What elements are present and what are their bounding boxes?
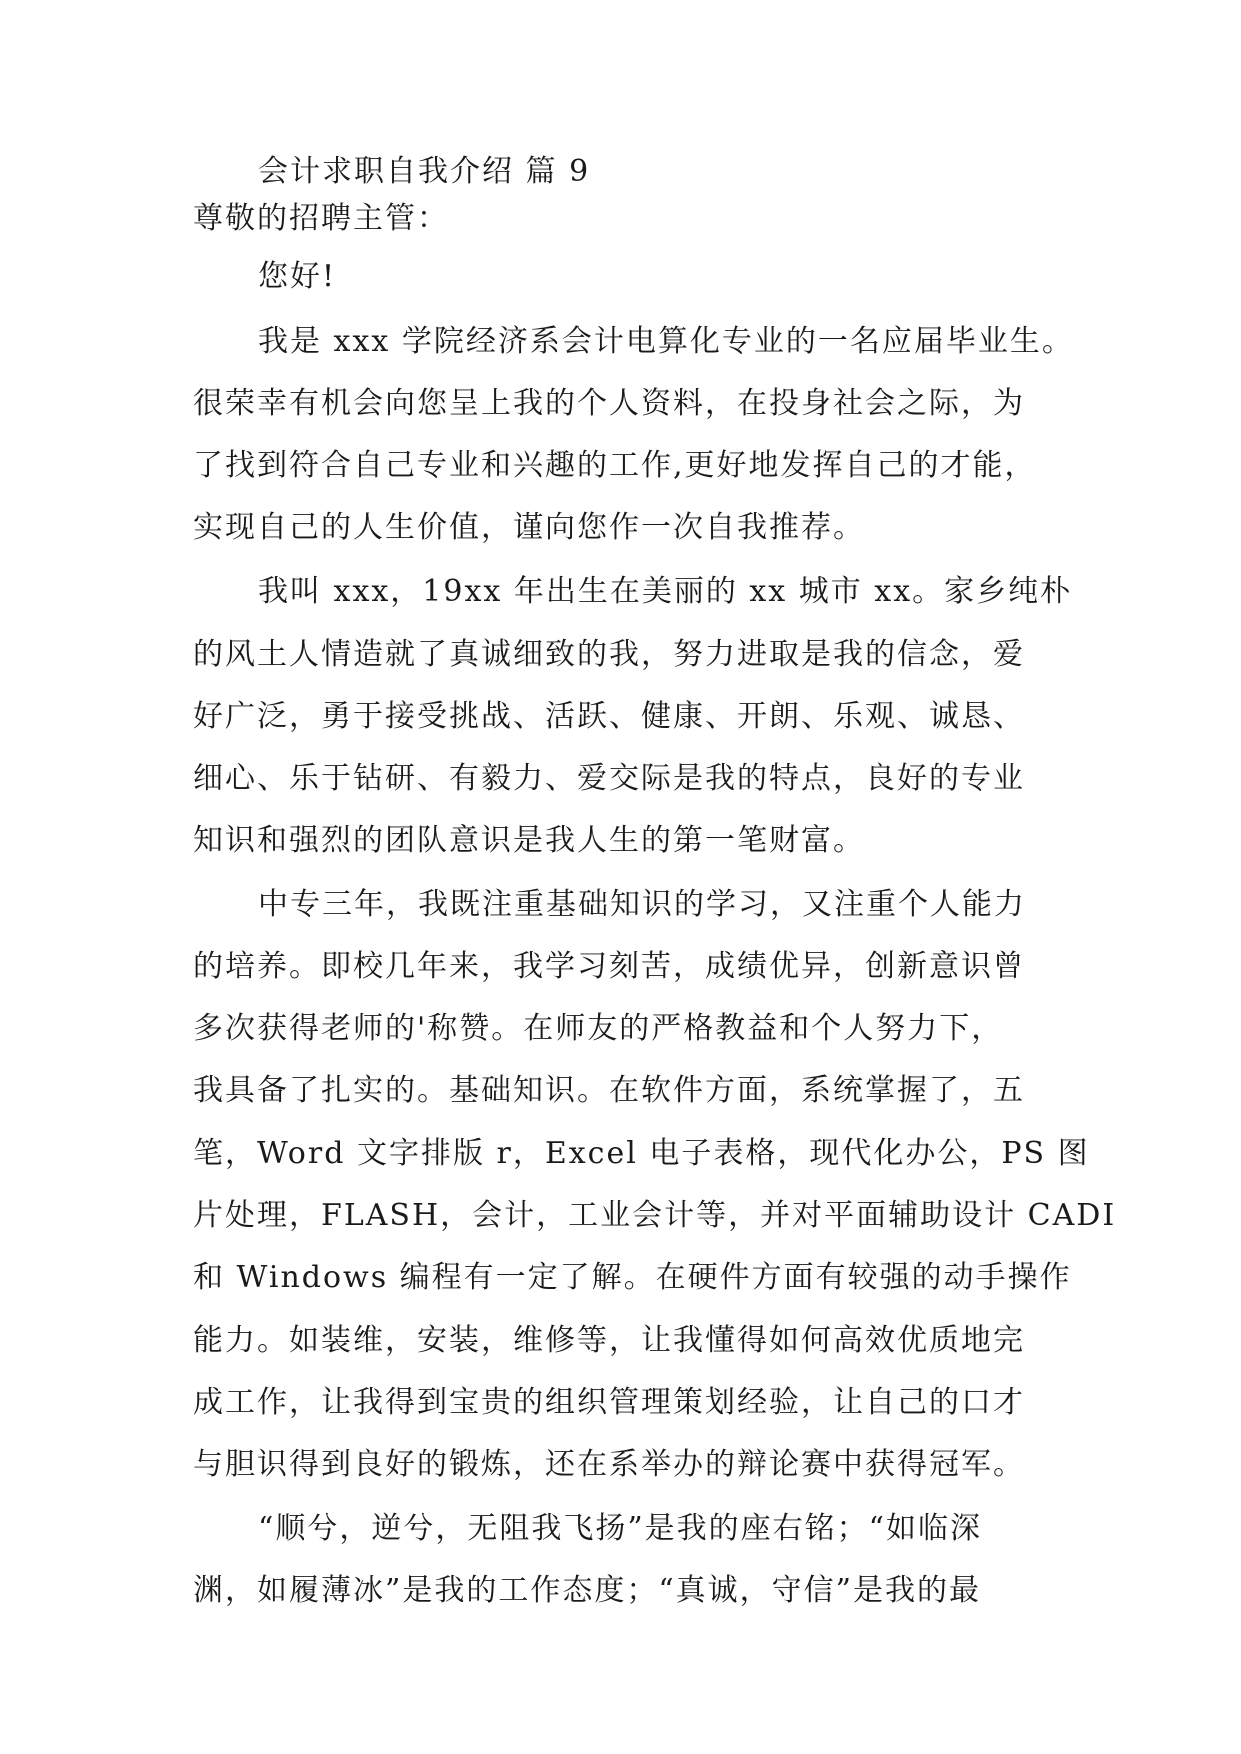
paragraph-line: 的风土人情造就了真诚细致的我，努力进取是我的信念，爱 — [193, 637, 1025, 672]
paragraph-line: 我叫 xxx，19xx 年出生在美丽的 xx 城市 xx。家乡纯朴 — [258, 574, 1073, 609]
paragraph-line: 的培养。即校几年来，我学习刻苦，成绩优异，创新意识曾 — [193, 949, 1025, 984]
paragraph-line: 能力。如装维，安装，维修等，让我懂得如何高效优质地完 — [193, 1323, 1025, 1358]
paragraph-line: 多次获得老师的'称赞。在师友的严格教益和个人努力下， — [193, 1011, 1004, 1046]
paragraph-line: 好广泛，勇于接受挑战、活跃、健康、开朗、乐观、诚恳、 — [193, 699, 1025, 734]
paragraph-line: 与胆识得到良好的锻炼，还在系举办的辩论赛中获得冠军。 — [193, 1447, 1025, 1482]
paragraph-line: 笔，Word 文字排版 r，Excel 电子表格，现代化办公，PS 图 — [193, 1136, 1090, 1171]
paragraph-line: 实现自己的人生价值，谨向您作一次自我推荐。 — [193, 510, 865, 545]
paragraph-line: 我是 xxx 学院经济系会计电算化专业的一名应届毕业生。 — [258, 324, 1074, 359]
greeting: 您好! — [258, 259, 337, 294]
paragraph-line: 很荣幸有机会向您呈上我的个人资料，在投身社会之际，为 — [193, 386, 1025, 421]
paragraph-line: “顺兮，逆兮，无阻我飞扬”是我的座右铭；“如临深 — [258, 1511, 983, 1546]
paragraph-line: 我具备了扎实的。基础知识。在软件方面，系统掌握了，五 — [193, 1073, 1025, 1108]
paragraph-line: 细心、乐于钻研、有毅力、爱交际是我的特点，良好的专业 — [193, 761, 1025, 796]
paragraph-line: 成工作，让我得到宝贵的组织管理策划经验，让自己的口才 — [193, 1385, 1025, 1420]
document-title: 会计求职自我介绍 篇 9 — [258, 154, 591, 189]
paragraph-line: 中专三年，我既注重基础知识的学习，又注重个人能力 — [258, 887, 1026, 922]
paragraph-line: 渊，如履薄冰”是我的工作态度；“真诚，守信”是我的最 — [193, 1573, 982, 1608]
paragraph-line: 片处理，FLASH，会计，工业会计等，并对平面辅助设计 CADI — [193, 1198, 1117, 1233]
paragraph-line: 和 Windows 编程有一定了解。在硬件方面有较强的动手操作 — [193, 1260, 1072, 1295]
paragraph-line: 了找到符合自己专业和兴趣的工作,更好地发挥自己的才能， — [193, 448, 1037, 483]
salutation: 尊敬的招聘主管： — [193, 201, 449, 236]
paragraph-line: 知识和强烈的团队意识是我人生的第一笔财富。 — [193, 823, 865, 858]
